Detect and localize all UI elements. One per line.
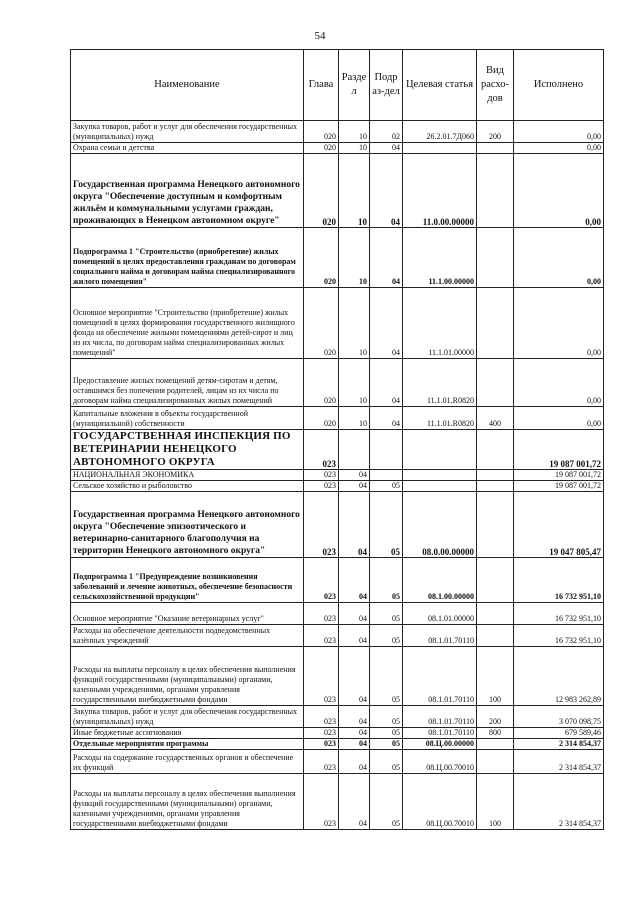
row-chapter: 020 [304, 154, 339, 228]
row-target: 08.Ц.00.70010 [403, 750, 477, 774]
row-section: 04 [339, 470, 370, 481]
row-chapter: 023 [304, 647, 339, 706]
row-expense-type [477, 750, 514, 774]
row-name: Закупка товаров, работ и услуг для обеспечения государственных (муниципальных) нужд [71, 706, 304, 728]
row-chapter: 020 [304, 228, 339, 288]
row-name: Государственная программа Ненецкого автономного округа "Обеспечение эпизоотического и ветеринарно-санитарного благополучия на территории Ненецкого автономного округа" [71, 492, 304, 558]
row-name: Подпрограмма 1 "Строительство (приобретение) жилых помещений в целях предоставления гражданам по договорам социального найма и договорам найма специализированного жилого помещения" [71, 228, 304, 288]
row-executed: 0,00 [514, 143, 604, 154]
row-executed: 0,00 [514, 154, 604, 228]
table-row [71, 558, 604, 603]
row-target: 11.0.00.00000 [403, 154, 477, 228]
row-section: 04 [339, 706, 370, 728]
table-row [71, 481, 604, 492]
row-name: Основное мероприятие "Строительство (приобретение) жилых помещений в целях формирования государственного жилищного фонда на обеспечение жилыми помещениями детей-сирот и лиц из их числа, по договорам найма специализированных жилых помещений" [71, 288, 304, 359]
table-row [71, 154, 604, 228]
row-chapter: 023 [304, 558, 339, 603]
table-row [71, 625, 604, 647]
table-row [71, 430, 604, 470]
row-section: 10 [339, 228, 370, 288]
row-target [403, 481, 477, 492]
row-executed: 19 087 001,72 [514, 470, 604, 481]
row-expense-type [477, 470, 514, 481]
row-expense-type [477, 492, 514, 558]
row-executed: 12 983 262,89 [514, 647, 604, 706]
row-target: 11.1.01.R0820 [403, 407, 477, 430]
table-row [71, 750, 604, 774]
header-subsection: Подр аз-дел [370, 50, 403, 121]
row-chapter: 020 [304, 121, 339, 143]
row-section: 04 [339, 739, 370, 750]
row-expense-type [477, 739, 514, 750]
row-executed: 679 589,46 [514, 728, 604, 739]
header-name: Наименование [71, 50, 304, 121]
row-executed: 19 087 001,72 [514, 481, 604, 492]
table-row [71, 228, 604, 288]
table-row [71, 121, 604, 143]
row-subsection: 04 [370, 154, 403, 228]
row-name: Расходы на обеспечение деятельности подведомственных казённых учреждений [71, 625, 304, 647]
row-name: Расходы на содержание государственных органов и обеспечение их функций [71, 750, 304, 774]
row-executed: 0,00 [514, 228, 604, 288]
row-section: 04 [339, 647, 370, 706]
row-expense-type [477, 481, 514, 492]
row-chapter: 023 [304, 750, 339, 774]
row-section: 10 [339, 154, 370, 228]
row-section [339, 430, 370, 470]
row-subsection [370, 470, 403, 481]
row-expense-type [477, 625, 514, 647]
row-name: Отдельные мероприятия программы [71, 739, 304, 750]
row-subsection: 05 [370, 750, 403, 774]
row-chapter: 020 [304, 143, 339, 154]
budget-table [70, 49, 604, 830]
row-expense-type: 100 [477, 774, 514, 830]
row-subsection: 05 [370, 706, 403, 728]
table-row [71, 774, 604, 830]
table-row [71, 288, 604, 359]
row-expense-type [477, 558, 514, 603]
row-name: НАЦИОНАЛЬНАЯ ЭКОНОМИКА [71, 470, 304, 481]
row-executed: 3 070 098,75 [514, 706, 604, 728]
row-subsection: 05 [370, 558, 403, 603]
row-target: 26.2.01.7Д060 [403, 121, 477, 143]
row-expense-type [477, 603, 514, 625]
row-section: 10 [339, 407, 370, 430]
row-executed: 0,00 [514, 288, 604, 359]
row-section: 04 [339, 750, 370, 774]
page-number: 54 [314, 30, 326, 42]
row-expense-type [477, 143, 514, 154]
row-name: Капитальные вложения в объекты государственной (муниципальной) собственности [71, 407, 304, 430]
row-expense-type: 800 [477, 728, 514, 739]
row-target: 11.1.01.R0820 [403, 359, 477, 407]
row-executed: 16 732 951,10 [514, 558, 604, 603]
header-row [71, 50, 604, 121]
row-chapter: 023 [304, 625, 339, 647]
row-section: 04 [339, 481, 370, 492]
row-executed: 2 314 854,37 [514, 739, 604, 750]
row-section: 04 [339, 603, 370, 625]
row-section: 04 [339, 558, 370, 603]
header-expense-type: Вид расхо-дов [477, 50, 514, 121]
row-subsection: 04 [370, 407, 403, 430]
row-executed: 19 087 001,72 [514, 430, 604, 470]
row-name: Иные бюджетные ассигнования [71, 728, 304, 739]
row-executed: 0,00 [514, 359, 604, 407]
row-expense-type [477, 359, 514, 407]
row-chapter: 023 [304, 774, 339, 830]
row-subsection [370, 430, 403, 470]
row-name: Закупка товаров, работ и услуг для обеспечения государственных (муниципальных) нужд [71, 121, 304, 143]
row-target: 08.0.00.00000 [403, 492, 477, 558]
header-executed: Исполнено [514, 50, 604, 121]
row-chapter: 023 [304, 492, 339, 558]
row-section: 10 [339, 359, 370, 407]
row-name: Охрана семьи и детства [71, 143, 304, 154]
row-target: 08.Ц.00.70010 [403, 774, 477, 830]
row-expense-type: 200 [477, 706, 514, 728]
row-chapter: 020 [304, 288, 339, 359]
row-expense-type [477, 430, 514, 470]
row-name: Государственная программа Ненецкого автономного округа "Обеспечение доступным и комфортным жильём и коммунальными услугами граждан, проживающих в Ненецком автономном округе" [71, 154, 304, 228]
row-target: 08.1.00.00000 [403, 558, 477, 603]
table-row [71, 647, 604, 706]
row-name: Основное мероприятие "Оказание ветеринарных услуг" [71, 603, 304, 625]
row-expense-type [477, 228, 514, 288]
table-row [71, 143, 604, 154]
row-chapter: 023 [304, 603, 339, 625]
row-executed: 0,00 [514, 121, 604, 143]
table-row [71, 470, 604, 481]
header-target: Целевая статья [403, 50, 477, 121]
row-executed: 2 314 854,37 [514, 774, 604, 830]
row-expense-type: 400 [477, 407, 514, 430]
row-target: 08.1.01.70110 [403, 728, 477, 739]
row-chapter: 023 [304, 706, 339, 728]
table-row [71, 728, 604, 739]
row-subsection: 04 [370, 228, 403, 288]
row-chapter: 020 [304, 359, 339, 407]
row-name: Сельское хозяйство и рыболовство [71, 481, 304, 492]
row-section: 04 [339, 625, 370, 647]
header-section: Разде л [339, 50, 370, 121]
row-target [403, 143, 477, 154]
table-row [71, 407, 604, 430]
table-row [71, 739, 604, 750]
row-subsection: 05 [370, 728, 403, 739]
row-expense-type [477, 154, 514, 228]
row-section: 04 [339, 728, 370, 739]
row-executed: 19 047 805,47 [514, 492, 604, 558]
row-subsection: 05 [370, 774, 403, 830]
row-target: 08.1.01.70110 [403, 647, 477, 706]
row-subsection: 04 [370, 143, 403, 154]
row-executed: 2 314 854,37 [514, 750, 604, 774]
row-subsection: 05 [370, 739, 403, 750]
row-subsection: 02 [370, 121, 403, 143]
row-target: 11.1.00.00000 [403, 228, 477, 288]
row-section: 10 [339, 143, 370, 154]
row-expense-type: 100 [477, 647, 514, 706]
row-expense-type: 200 [477, 121, 514, 143]
row-expense-type [477, 288, 514, 359]
row-chapter: 023 [304, 728, 339, 739]
row-name: Предоставление жилых помещений детям-сиротам и детям, оставшимся без попечения родителей, лицам из их числа по договорам найма специализированных жилых помещений [71, 359, 304, 407]
row-subsection: 05 [370, 647, 403, 706]
row-executed: 16 732 951,10 [514, 625, 604, 647]
row-name: ГОСУДАРСТВЕННАЯ ИНСПЕКЦИЯ ПО ВЕТЕРИНАРИИ НЕНЕЦКОГО АВТОНОМНОГО ОКРУГА [71, 430, 304, 470]
row-name: Расходы на выплаты персоналу в целях обеспечения выполнения функций государственными (муниципальными) органами, казенными учреждениями, органами управления государственными внебюджетными фондами [71, 647, 304, 706]
row-executed: 0,00 [514, 407, 604, 430]
row-subsection: 04 [370, 288, 403, 359]
row-subsection: 05 [370, 603, 403, 625]
row-subsection: 05 [370, 625, 403, 647]
row-target: 08.1.01.70110 [403, 706, 477, 728]
row-chapter: 023 [304, 430, 339, 470]
row-section: 04 [339, 492, 370, 558]
row-chapter: 023 [304, 739, 339, 750]
row-chapter: 020 [304, 407, 339, 430]
row-section: 10 [339, 121, 370, 143]
row-subsection: 05 [370, 492, 403, 558]
header-chapter: Глава [304, 50, 339, 121]
table-row [71, 603, 604, 625]
row-name: Подпрограмма 1 "Предупреждение возникновения заболеваний и лечение животных, обеспечение безопасности сельскохозяйственной продукции" [71, 558, 304, 603]
row-chapter: 023 [304, 481, 339, 492]
row-executed: 16 732 951,10 [514, 603, 604, 625]
row-target [403, 470, 477, 481]
row-section: 10 [339, 288, 370, 359]
row-name: Расходы на выплаты персоналу в целях обеспечения выполнения функций государственными (муниципальными) органами, казенными учреждениями, органами управления государственными внебюджетными фондами [71, 774, 304, 830]
row-section: 04 [339, 774, 370, 830]
row-target: 11.1.01.00000 [403, 288, 477, 359]
table-row [71, 706, 604, 728]
row-subsection: 05 [370, 481, 403, 492]
row-target: 08.1.01.00000 [403, 603, 477, 625]
row-target: 08.Ц.00.00000 [403, 739, 477, 750]
row-target: 08.1.01.70110 [403, 625, 477, 647]
row-target [403, 430, 477, 470]
table-row [71, 359, 604, 407]
row-subsection: 04 [370, 359, 403, 407]
table-row [71, 492, 604, 558]
row-chapter: 023 [304, 470, 339, 481]
